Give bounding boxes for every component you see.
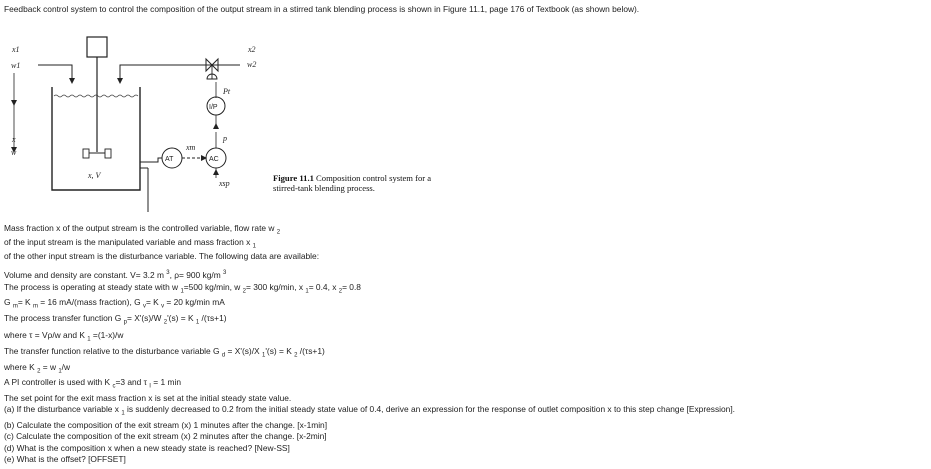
text-line-11: A PI controller is used with K $_c$=3 and τ $_I$ = 1 min <box>4 377 181 390</box>
label-xV: x, V <box>88 171 101 180</box>
question-c: (c) Calculate the composition of the exit stream (x) 2 minutes after the change. [x-2min] <box>4 431 327 441</box>
question-b: (b) Calculate the composition of the exit stream (x) 1 minutes after the change. [x-1min] <box>4 420 328 430</box>
text-line-4: Volume and density are constant. V= 3.2 m $^3$, ρ= 900 kg/m $^3$ <box>4 269 227 280</box>
text-line-12: The set point for the exit mass fraction x is set at the initial steady state value. <box>4 393 292 403</box>
label-ac: AC <box>209 156 219 163</box>
label-xm: xm <box>186 143 196 152</box>
figure-caption-title: Figure 11.1 <box>273 173 314 183</box>
label-x: x <box>12 135 16 144</box>
text-line-6: G $_m$= K $_m$ = 16 mA/(mass fraction), G $_v$= K $_v$ = 20 kg/min mA <box>4 297 225 310</box>
text-line-5: The process is operating at steady state with w $_1$=500 kg/min, w $_2$= 300 kg/min, x $_1$= 0.4, x $_2$= 0.8 <box>4 282 361 295</box>
text-line-7: The process transfer function G $_p$= X'(s)/W $_2$'(s) = K $_1$ /(τs+1) <box>4 313 227 326</box>
problem-header: Feedback control system to control the composition of the output stream in a stirred tank blending process is shown in Figure 11.1, page 176 of Textbook (as shown below). <box>4 4 640 14</box>
label-ip: I/P <box>209 104 218 111</box>
label-w: w <box>11 148 17 157</box>
figure-caption-line1 <box>273 173 431 183</box>
label-w1: w1 <box>11 61 21 70</box>
text-line-8: where τ = Vρ/w and K $_1$ =(1-x)/w <box>4 330 124 343</box>
label-xsp: xsp <box>219 179 230 188</box>
text-line-1: Mass fraction x of the output stream is the controlled variable, flow rate w $_2$ <box>4 223 281 236</box>
text-line-2: of the input stream is the manipulated variable and mass fraction x $_1$ <box>4 237 256 250</box>
figure-caption-rest: Composition control system for a <box>313 173 432 183</box>
text-line-9: The transfer function relative to the disturbance variable G $_d$ = X'(s)/X $_1$'(s) = K $_2$ /(τs+1) <box>4 346 325 359</box>
question-a: (a) If the disturbance variable x $_1$ is suddenly decreased to 0.2 from the initial steady state value of 0.4, derive an expression for the response of outlet composition x to this step change [Expression]. <box>4 404 735 417</box>
label-w2: w2 <box>247 60 257 69</box>
label-at: AT <box>165 156 174 163</box>
label-p: p <box>223 134 227 143</box>
text-line-3: of the other input stream is the disturbance variable. The following data are available: <box>4 251 320 261</box>
label-pt: Pt <box>223 87 231 96</box>
text-line-10: where K $_2$ = w $_1$/w <box>4 362 71 375</box>
label-x1: x1 <box>12 45 20 54</box>
question-e: (e) What is the offset? [OFFSET] <box>4 454 126 464</box>
question-d: (d) What is the composition x when a new steady state is reached? [New-SS] <box>4 443 290 453</box>
figure-caption-line2: stirred-tank blending process. <box>273 183 375 193</box>
label-x2: x2 <box>248 45 256 54</box>
